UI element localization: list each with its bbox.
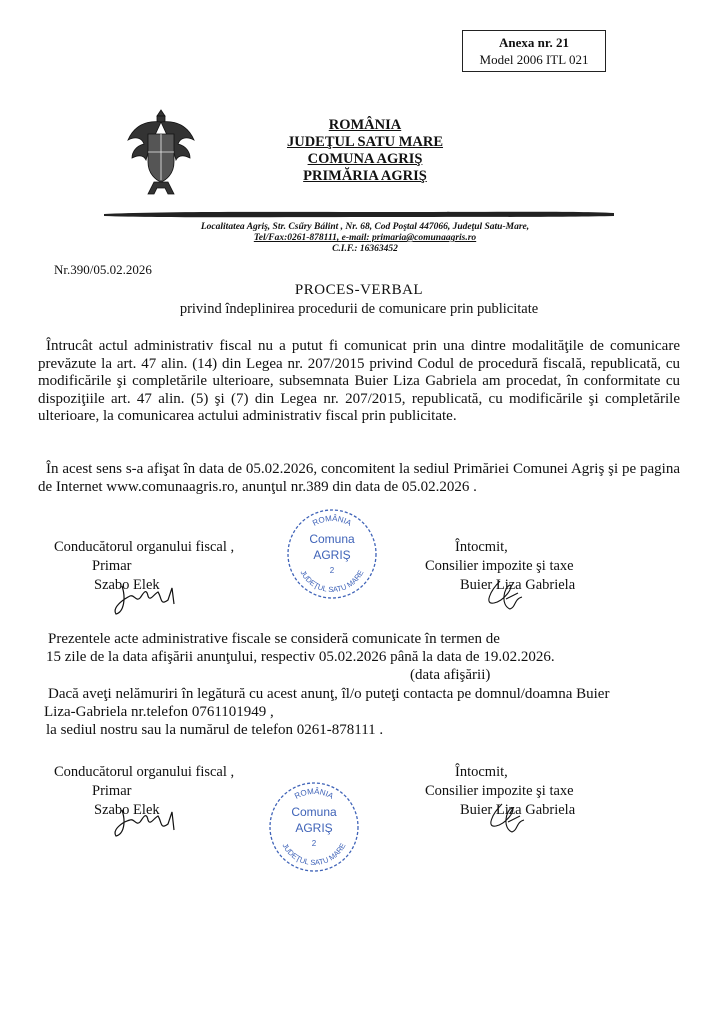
right-sig-title: Consilier impozite şi taxe: [425, 783, 574, 799]
svg-text:ROMÂNIA: [293, 787, 336, 801]
stamp-1: [283, 505, 381, 603]
stamp-top-text: ROMÂNIA: [311, 513, 354, 528]
header-hall: PRIMĂRIA AGRIŞ: [303, 168, 427, 184]
annex-model: Model 2006 ITL 021: [479, 52, 589, 67]
stamp-top-text: ROMÂNIA: [293, 786, 336, 801]
coat-of-arms-icon: [126, 106, 196, 202]
left-sig-title: Primar: [92, 558, 132, 574]
cif-line: C.I.F.: 16363452: [332, 244, 398, 254]
left-sig-role: Conducătorul organului fiscal ,: [54, 764, 235, 780]
handwritten-signature-1-icon: [112, 578, 192, 618]
left-sig-name: Szabo Elek: [94, 802, 160, 818]
right-sig-title: Consilier impozite şi taxe: [425, 558, 574, 574]
stamp-name-2: AGRIŞ: [295, 821, 333, 835]
handwritten-signature-3-icon: [110, 800, 190, 840]
left-sig-name: Szabo Elek: [94, 577, 160, 593]
right-sig-name: Buier Liza Gabriela: [460, 577, 576, 593]
handwritten-signature-4-icon: [472, 800, 552, 840]
stamp-name-2: AGRIŞ: [313, 548, 351, 562]
right-sig-label: Întocmit,: [455, 764, 508, 780]
svg-text:ROMÂNIA: [311, 514, 354, 528]
paragraph-4-line-3: la sediul nostru sau la numărul de telefon 0261-878111 .: [46, 722, 384, 738]
paragraph-2: În acest sens s-a afişat în data de 05.02.2026, concomitent la sediul Primăriei Comunei Agriş şi pe pagina de Internet www.comunaagris.ro, anunţul nr.389 din data de 05.02.2026 .: [38, 461, 680, 495]
paragraph-3-note: (data afişării): [410, 667, 491, 683]
stamp-name-1: Comuna: [309, 532, 355, 546]
stamp-bottom-text: JUDEŢUL SATU MARE: [280, 841, 348, 868]
stamp-name-1: Comuna: [291, 805, 337, 819]
header-divider: [104, 205, 614, 214]
paragraph-4-line-2: Liza-Gabriela nr.telefon 0761101949 ,: [44, 704, 274, 720]
institution-header: [280, 117, 450, 185]
paragraph-3-line-1: Prezentele acte administrative fiscale se consideră comunicate în termen de: [48, 631, 500, 647]
document-subtitle: privind îndeplinirea procedurii de comunicare prin publicitate: [179, 301, 539, 317]
document-number: Nr.390/05.02.2026: [54, 262, 152, 277]
header-county: JUDEŢUL SATU MARE: [286, 134, 444, 150]
address-block: [150, 222, 580, 255]
stamp-bottom-text: JUDEŢUL SATU MARE: [298, 568, 366, 595]
left-sig-role: Conducătorul organului fiscal ,: [54, 539, 235, 555]
right-sig-name: Buier Liza Gabriela: [460, 802, 576, 818]
address-line: Localitatea Agriş, Str. Csűry Bálint , Nr. 68, Cod Poştal 447066, Judeţul Satu-Mare,: [200, 222, 530, 232]
document-title: PROCES-VERBAL: [294, 282, 424, 298]
annex-number: Anexa nr. 21: [499, 35, 569, 50]
right-sig-label: Întocmit,: [455, 539, 508, 555]
stamp-number: 2: [329, 566, 335, 575]
paragraph-4-line-1: Dacă aveţi nelămuriri în legătură cu acest anunţ, îl/o puteţi contacta pe domnul/doamna Buier: [48, 686, 610, 702]
annex-box: [462, 30, 606, 72]
left-sig-title: Primar: [92, 783, 132, 799]
stamp-2: [265, 778, 363, 876]
contact-line: Tel/Fax:0261-878111, e-mail: primaria@comunaagris.ro: [253, 233, 477, 243]
header-country: ROMÂNIA: [328, 117, 402, 133]
paragraph-1: Întrucât actul administrativ fiscal nu a putut fi comunicat prin una dintre modalităţile de comunicare prevăzute la art. 47 alin. (14) din Legea nr. 207/2015 privind Codul de procedură fiscală, republicată, cu modificările şi completările ulterioare, subsemnata Buier Liza Gabriela am procedat, în conformitate cu dispoziţiile art. 47 alin. (5) şi (7) din Legea nr. 207/2015, republicată, cu modificările şi completările ulterioare, la comunicarea actului administrativ fiscal prin publicitate.: [38, 338, 680, 424]
handwritten-signature-2-icon: [470, 575, 550, 615]
header-commune: COMUNA AGRIŞ: [307, 151, 423, 167]
paragraph-3-line-2: 15 zile de la data afişării anunţului, respectiv 05.02.2026 până la data de 19.02.2026.: [46, 649, 555, 665]
stamp-number: 2: [311, 839, 317, 848]
